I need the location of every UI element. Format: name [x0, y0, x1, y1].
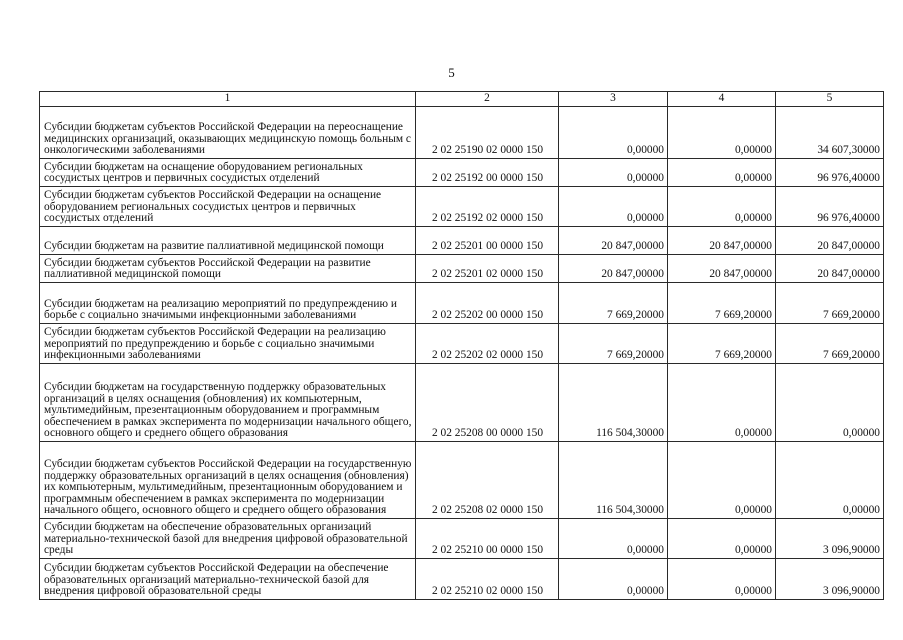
table-row [40, 255, 884, 283]
row-name: Субсидии бюджетам субъектов Российской Федерации на обеспечение образовательных организаций материально-технической базой для внедрения цифровой образовательной среды [40, 559, 416, 600]
row-value-3: 20 847,00000 [559, 255, 668, 283]
row-name: Субсидии бюджетам на оснащение оборудованием региональных сосудистых центров и первичных сосудистых отделений [40, 159, 416, 187]
row-code: 2 02 25202 00 0000 150 [416, 283, 559, 324]
header-row [40, 92, 884, 107]
table-row [40, 519, 884, 559]
row-value-3: 7 669,20000 [559, 283, 668, 324]
row-code: 2 02 25192 02 0000 150 [416, 187, 559, 227]
row-value-3: 0,00000 [559, 519, 668, 559]
row-value-3: 0,00000 [559, 107, 668, 159]
row-name: Субсидии бюджетам на обеспечение образовательных организаций материально-технической базой для внедрения цифровой образовательной среды [40, 519, 416, 559]
row-value-4: 0,00000 [668, 364, 776, 442]
row-code: 2 02 25208 00 0000 150 [416, 364, 559, 442]
row-value-3: 116 504,30000 [559, 364, 668, 442]
row-value-4: 0,00000 [668, 187, 776, 227]
row-name: Субсидии бюджетам субъектов Российской Федерации на реализацию мероприятий по предупреждению и борьбе с социально значимыми инфекционными заболеваниями [40, 324, 416, 364]
table-body [40, 107, 884, 600]
table-row [40, 159, 884, 187]
row-value-4: 20 847,00000 [668, 255, 776, 283]
row-name: Субсидии бюджетам на развитие паллиативной медицинской помощи [40, 227, 416, 255]
row-code: 2 02 25202 02 0000 150 [416, 324, 559, 364]
row-value-3: 0,00000 [559, 159, 668, 187]
row-value-5: 0,00000 [776, 364, 884, 442]
table-row [40, 187, 884, 227]
header-col-2: 2 [416, 92, 559, 107]
row-value-3: 116 504,30000 [559, 442, 668, 519]
row-name: Субсидии бюджетам субъектов Российской Федерации на оснащение оборудованием региональных сосудистых центров и первичных сосудистых отделений [40, 187, 416, 227]
header-col-4: 4 [668, 92, 776, 107]
table-row [40, 364, 884, 442]
row-value-3: 7 669,20000 [559, 324, 668, 364]
row-value-5: 34 607,30000 [776, 107, 884, 159]
table-row [40, 559, 884, 600]
row-value-4: 7 669,20000 [668, 324, 776, 364]
page-number: 5 [448, 65, 455, 80]
row-value-5: 96 976,40000 [776, 187, 884, 227]
row-value-5: 96 976,40000 [776, 159, 884, 187]
row-code: 2 02 25201 00 0000 150 [416, 227, 559, 255]
table-row [40, 107, 884, 159]
row-value-5: 0,00000 [776, 442, 884, 519]
row-code: 2 02 25190 02 0000 150 [416, 107, 559, 159]
row-code: 2 02 25208 02 0000 150 [416, 442, 559, 519]
header-col-3: 3 [559, 92, 668, 107]
table-row [40, 227, 884, 255]
header-col-1: 1 [40, 92, 416, 107]
row-value-5: 20 847,00000 [776, 227, 884, 255]
row-value-5: 20 847,00000 [776, 255, 884, 283]
row-value-5: 7 669,20000 [776, 283, 884, 324]
row-value-4: 7 669,20000 [668, 283, 776, 324]
row-value-4: 0,00000 [668, 107, 776, 159]
row-value-3: 20 847,00000 [559, 227, 668, 255]
row-name: Субсидии бюджетам субъектов Российской Федерации на переоснащение медицинских организаций, оказывающих медицинскую помощь больным с онкологическими заболеваниями [40, 107, 416, 159]
row-value-4: 0,00000 [668, 442, 776, 519]
row-value-3: 0,00000 [559, 559, 668, 600]
row-value-4: 0,00000 [668, 519, 776, 559]
row-value-4: 0,00000 [668, 159, 776, 187]
row-value-4: 20 847,00000 [668, 227, 776, 255]
row-name: Субсидии бюджетам субъектов Российской Федерации на развитие паллиативной медицинской помощи [40, 255, 416, 283]
row-value-5: 3 096,90000 [776, 519, 884, 559]
row-code: 2 02 25210 02 0000 150 [416, 559, 559, 600]
row-name: Субсидии бюджетам субъектов Российской Федерации на государственную поддержку образовательных организаций в целях оснащения (обновления) их компьютерным, мультимедийным, презентационным оборудованием и программным обеспечением в рамках эксперимента по модернизации начального общего, основного общего и среднего общего образования [40, 442, 416, 519]
row-code: 2 02 25210 00 0000 150 [416, 519, 559, 559]
header-col-5: 5 [776, 92, 884, 107]
row-value-5: 7 669,20000 [776, 324, 884, 364]
row-code: 2 02 25192 00 0000 150 [416, 159, 559, 187]
table-row [40, 324, 884, 364]
row-value-5: 3 096,90000 [776, 559, 884, 600]
row-code: 2 02 25201 02 0000 150 [416, 255, 559, 283]
row-name: Субсидии бюджетам на реализацию мероприятий по предупреждению и борьбе с социально значимыми инфекционными заболеваниями [40, 283, 416, 324]
row-name: Субсидии бюджетам на государственную поддержку образовательных организаций в целях оснащения (обновления) их компьютерным, мультимедийным, презентационным оборудованием и программным обеспечением в рамках эксперимента по модернизации начального общего, основного общего и среднего общего образования [40, 364, 416, 442]
budget-table [39, 91, 884, 600]
table-header [40, 92, 884, 107]
row-value-4: 0,00000 [668, 559, 776, 600]
row-value-3: 0,00000 [559, 187, 668, 227]
table-row [40, 283, 884, 324]
table-row [40, 442, 884, 519]
